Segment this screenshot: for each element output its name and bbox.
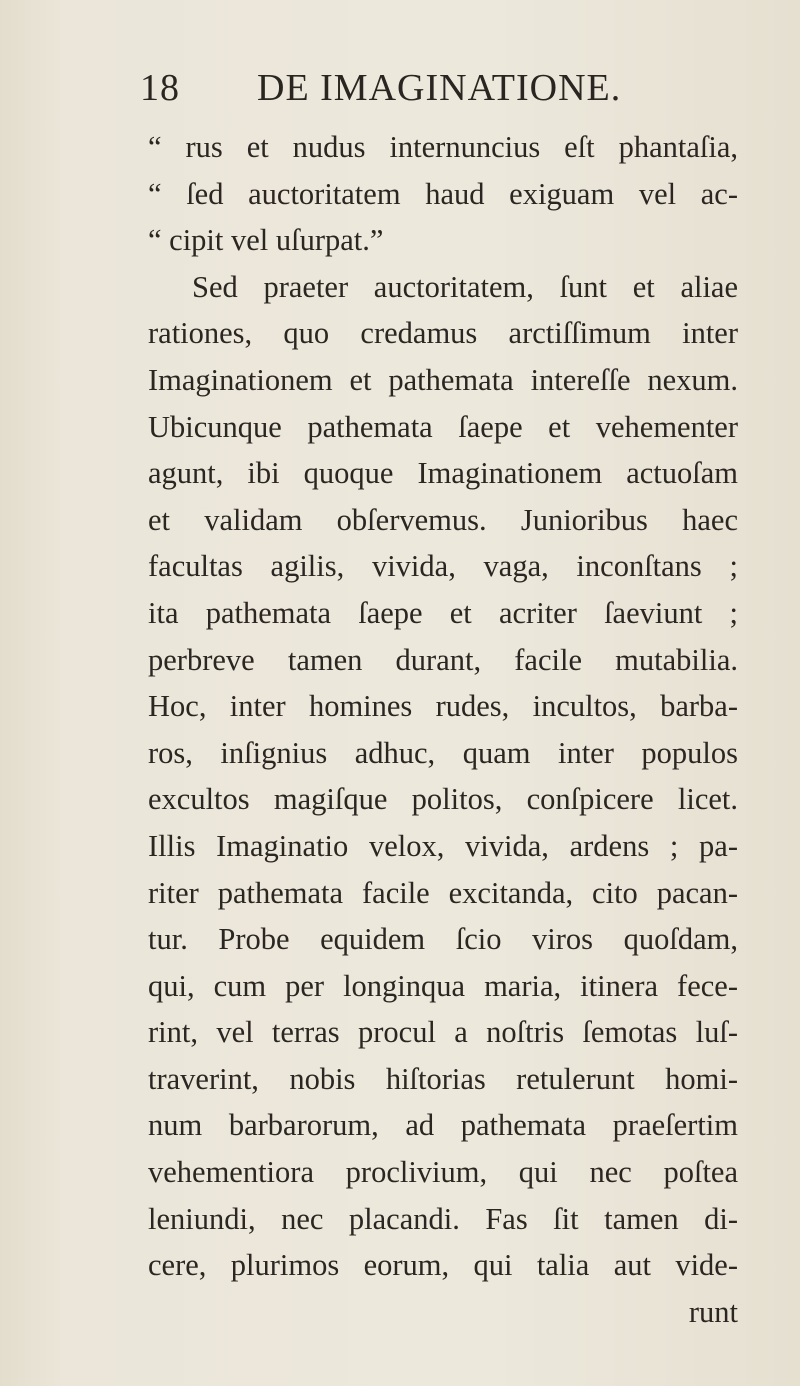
text-line: facultas agilis, vivida, vaga, inconſtans ;	[148, 549, 738, 584]
text-line: “ rus et nudus internuncius eſt phantaſia,	[148, 130, 738, 164]
text-line: leniundi, nec placandi. Fas ſit tamen di-	[148, 1201, 738, 1236]
text-line: tur. Probe equidem ſcio viros quoſdam,	[148, 922, 738, 957]
text-line: cere, plurimos eorum, qui talia aut vide-	[148, 1248, 738, 1283]
running-title: DE IMAGINATIONE.	[257, 67, 622, 109]
page-header	[140, 66, 740, 109]
text-line: num barbarorum, ad pathemata praeſertim	[148, 1108, 738, 1143]
text-line: riter pathemata facile excitanda, cito pacan-	[148, 875, 738, 910]
page-number: 18	[140, 67, 180, 109]
text-line: “ ſed auctoritatem haud exiguam vel ac-	[148, 176, 738, 211]
text-line: rationes, quo credamus arctiſſimum inter	[148, 316, 738, 351]
text-line: Ubicunque pathemata ſaepe et vehementer	[148, 409, 738, 444]
text-line: rint, vel terras procul a noſtris ſemotas luſ-	[148, 1015, 738, 1050]
text-line: “ cipit vel uſurpat.”	[148, 223, 384, 258]
text-line: ita pathemata ſaepe et acriter ſaeviunt ;	[148, 595, 738, 630]
text-line: Imaginationem et pathemata intereſſe nexum.	[148, 362, 738, 397]
text-line: perbreve tamen durant, facile mutabilia.	[148, 642, 738, 677]
text-line: et validam obſervemus. Junioribus haec	[148, 502, 738, 537]
text-line: agunt, ibi quoque Imaginationem actuoſam	[148, 456, 738, 491]
catchword: runt	[688, 1294, 738, 1329]
text-line: Hoc, inter homines rudes, incultos, barba-	[148, 689, 738, 724]
text-line: vehementiora proclivium, qui nec poſtea	[148, 1155, 738, 1190]
text-line: excultos magiſque politos, conſpicere licet.	[148, 782, 738, 817]
text-line: traverint, nobis hiſtorias retulerunt homi-	[148, 1061, 738, 1096]
text-line: Sed praeter auctoritatem, ſunt et aliae	[192, 269, 738, 304]
text-line: ros, inſignius adhuc, quam inter populos	[148, 735, 738, 770]
text-line: qui, cum per longinqua maria, itinera fece-	[148, 968, 738, 1003]
text-line: Illis Imaginatio velox, vivida, ardens ; pa-	[148, 828, 738, 863]
body-text	[148, 124, 738, 1335]
